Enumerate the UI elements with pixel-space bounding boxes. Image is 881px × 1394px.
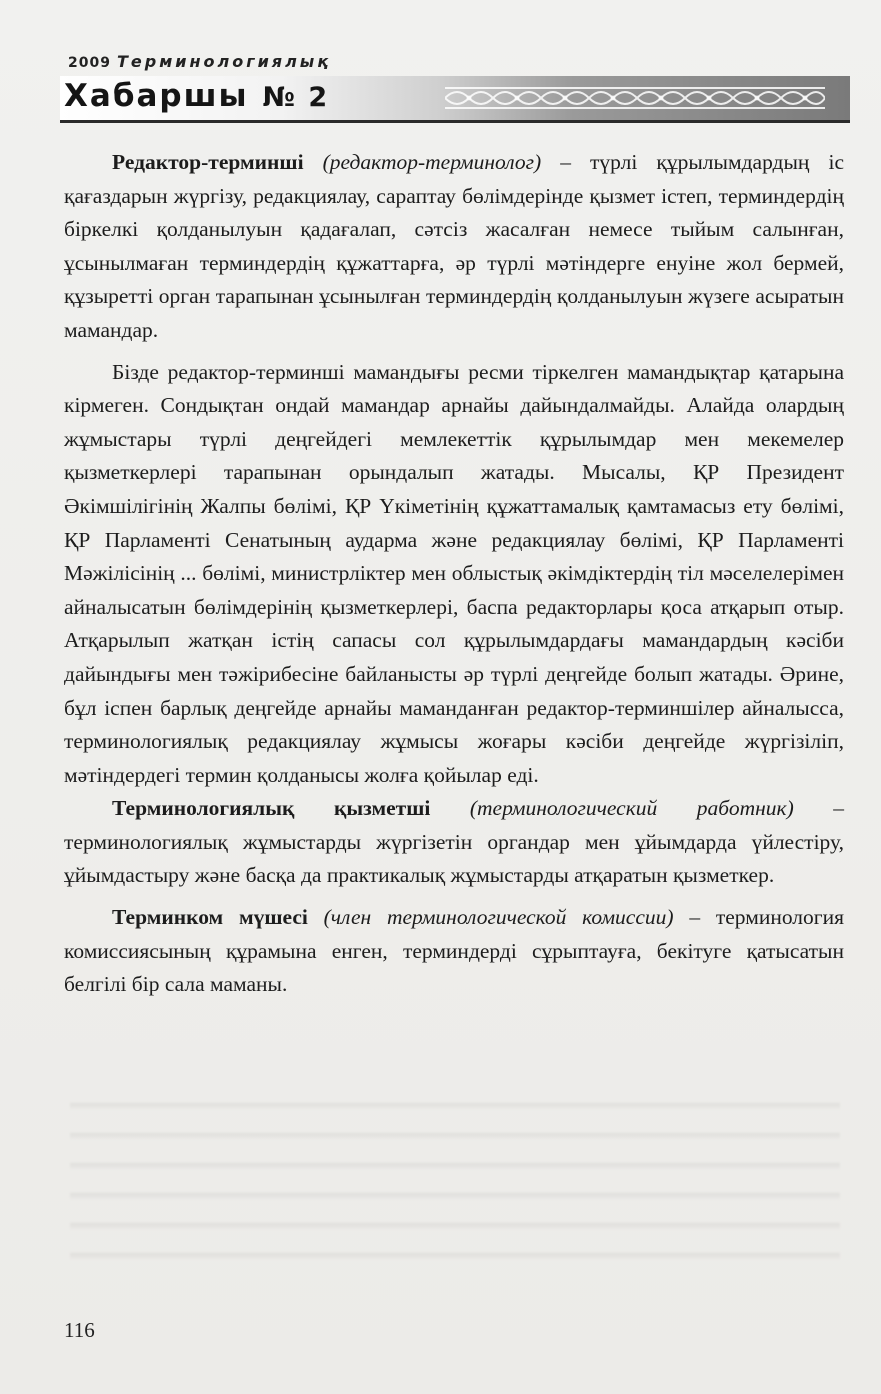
header-series: Терминологиялық [116, 52, 332, 71]
bleed-through-shadow [70, 1080, 840, 1280]
term-definition: – терминологиялық жұмыстарды жүргізетін органдар мен ұйымдарда үйлестіру, ұйымдастыру және басқа да практикалық жұмыстарды атқаратын қызметкер. [64, 796, 845, 888]
paragraph-profession-note [64, 356, 844, 793]
paragraph-terminology-worker [64, 792, 844, 893]
term-definition: – түрлі құрылымдардың іс қағаздарын жүргізу, редакциялау, сараптау бөлімдерінде қызмет істеп, терминдердің біркелкі қолданылуын қадағалап, сәтсіз жасалған немесе тыйым салынған, ұсынылмаған терминдердің құжаттарға, әр түрлі мәтіндерге енуіне жол бермей, құзыретті орган тарапынан ұсынылған терминдердің қолданылуын жүзеге асыратын мамандар. [64, 150, 844, 342]
term-translation: (терминологический работник) [469, 796, 794, 821]
ornament-icon [445, 82, 825, 114]
paragraph-editor-terminologist [64, 146, 844, 348]
article-body [64, 146, 844, 1002]
journal-title [64, 78, 329, 114]
header-series-line [68, 52, 331, 76]
paragraph-termcom-member [64, 901, 844, 1002]
term-heading: Редактор-терминші [112, 150, 304, 174]
term-heading: Терминком мүшесі [112, 905, 308, 930]
header-year: 2009 [68, 55, 111, 71]
issue-number: № 2 [262, 82, 330, 113]
term-translation: (член терминологической комиссии) [323, 905, 674, 930]
paragraph-text: Бізде редактор-терминші мамандығы ресми тіркелген мамандықтар қатарына кірмеген. Сондықтан ондай мамандар арнайы дайындалмайды. Алайда олардың жұмыстары түрлі деңгейдегі мемлекеттік құрылымдар мен мекемелер қызметкерлері тарапынан орындалып жатады. Мысалы, ҚР Президент Әкімшілігінің Жалпы бөлімі, ҚР Үкіметінің құжаттамалық қамтамасыз ету бөлімі, ҚР Парламенті Сенатының аударма және редакциялау бөлімі, ҚР Парламенті Мәжілісінің ... бөлімі, министрліктер мен облыстық әкімдіктердің тіл мәселелерімен айналысатын бөлімдерінің қызметкерлері, баспа редакторлары қоса атқарып отыр. Атқарылып жатқан істің сапасы сол құрылымдардағы мамандардың кәсіби дайындығы мен тәжірибесіне байланысты әр түрлі деңгейде болып жатады. Әрине, бұл іспен барлық деңгейде арнайы маманданған редактор-терминшілер айналысса, терминологиялық редакциялау жұмысы жоғары кәсіби деңгейде жүргізіліп, мәтіндердегі термин қолданысы жолға қойылар еді. [64, 359, 844, 787]
running-header [60, 48, 850, 128]
header-band [60, 76, 850, 123]
journal-title-text: Хабаршы [64, 78, 249, 114]
term-heading: Терминологиялық қызметші [112, 796, 431, 821]
term-translation: (редактор-терминолог) [322, 150, 542, 174]
page-number: 116 [64, 1318, 95, 1342]
term-definition: – терминология комиссиясының құрамына енген, терминдерді сұрыптауға, бекітуге қатысатын белгілі бір сала маманы. [64, 905, 844, 997]
